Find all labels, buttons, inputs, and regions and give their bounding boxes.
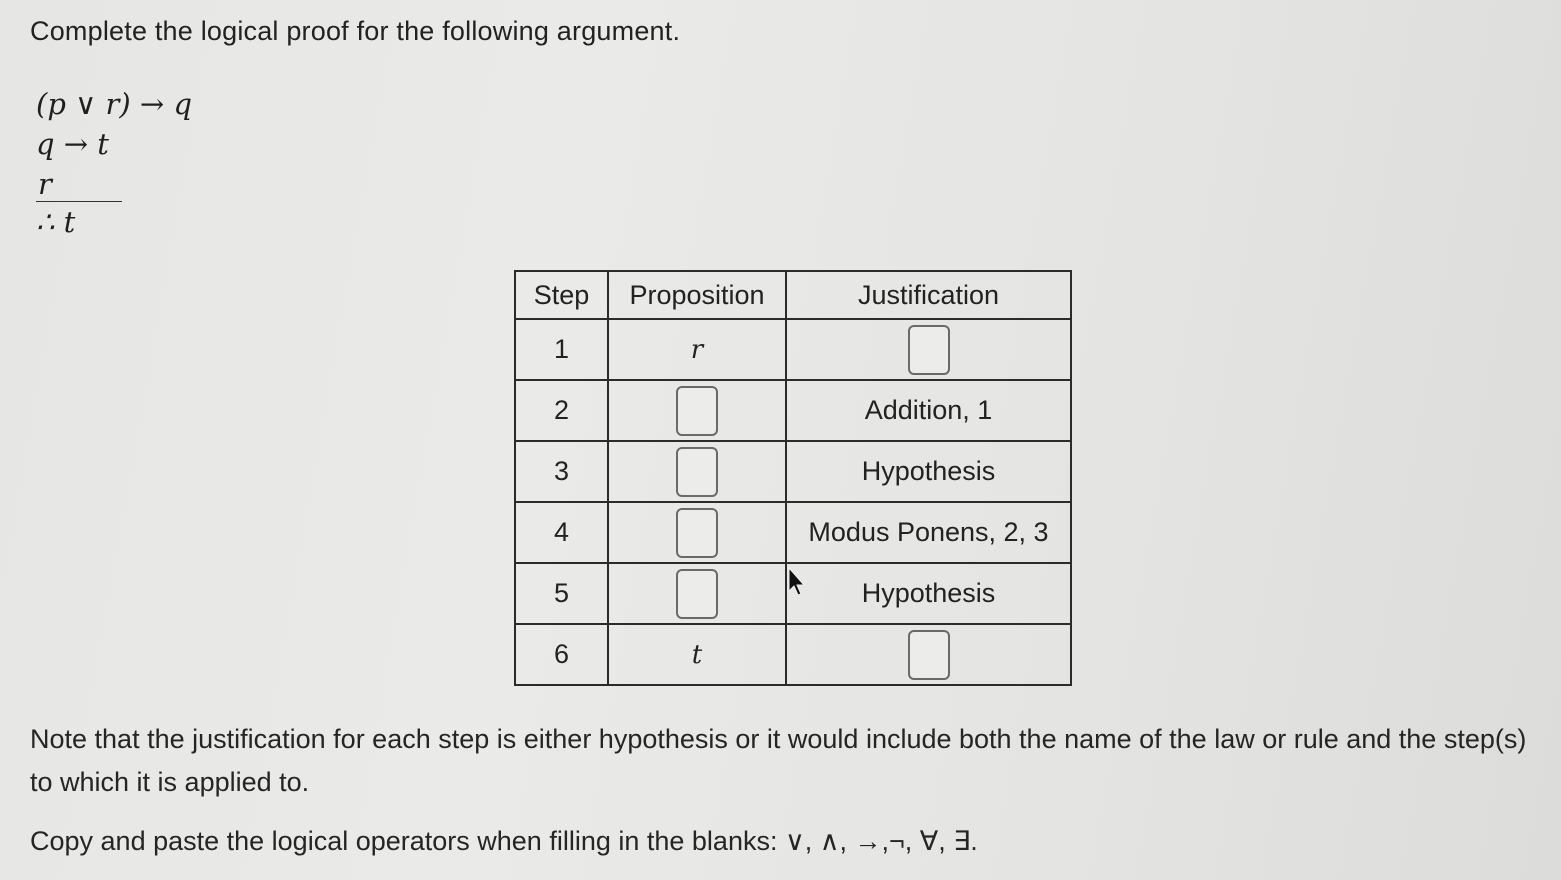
proposition-input-step-2[interactable] (676, 386, 718, 436)
premise-2: q → t (36, 127, 109, 161)
justification-text: Addition, 1 (786, 380, 1071, 441)
note-text: Note that the justification for each step is either hypothesis or it would include both the name of the law or rule and the step(s) to which it is applied to. (30, 724, 1527, 797)
table-row (515, 441, 1071, 502)
proposition-text: r (690, 335, 704, 365)
table-row (515, 502, 1071, 563)
proof-table-header (515, 271, 1071, 319)
proposition-input-step-5[interactable] (676, 569, 718, 619)
proof-table (514, 270, 1072, 686)
justification-input-step-6[interactable] (908, 630, 950, 680)
justification-text: Hypothesis (786, 563, 1071, 624)
justification-text: Modus Ponens, 2, 3 (786, 502, 1071, 563)
table-row (515, 624, 1071, 685)
header-proposition: Proposition (608, 271, 786, 319)
premise-1: (p ∨ r) → q (36, 87, 193, 121)
proposition-input-step-3[interactable] (676, 447, 718, 497)
justification-input-step-1[interactable] (908, 325, 950, 375)
table-row (515, 380, 1071, 441)
step-number: 2 (515, 380, 608, 441)
justification-text: Hypothesis (786, 441, 1071, 502)
proposition-input-step-4[interactable] (676, 508, 718, 558)
header-step: Step (515, 271, 608, 319)
operators-hint: Copy and paste the logical operators when filling in the blanks: ∨, ∧, →,¬, ∀, ∃. (30, 826, 978, 856)
step-number: 4 (515, 502, 608, 563)
step-number: 5 (515, 563, 608, 624)
step-number: 3 (515, 441, 608, 502)
proposition-text: t (691, 640, 703, 670)
conclusion: ∴ t (36, 205, 76, 239)
step-number: 1 (515, 319, 608, 380)
premise-3: r (36, 167, 122, 202)
argument (36, 84, 192, 242)
mouse-cursor-icon (787, 567, 807, 597)
step-number: 6 (515, 624, 608, 685)
table-row (515, 319, 1071, 380)
question-title: Complete the logical proof for the following argument. (30, 16, 681, 46)
header-justification: Justification (786, 271, 1071, 319)
